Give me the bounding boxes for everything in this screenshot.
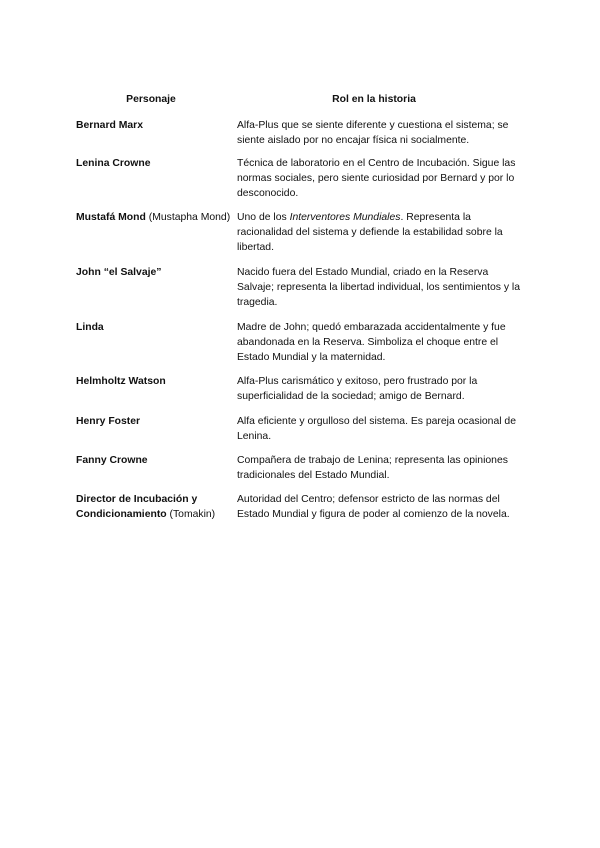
character-name-cell [76,118,237,156]
header-character: Personaje [126,94,176,105]
character-name-cell [76,453,237,492]
table-row [76,414,522,453]
character-name-cell [76,210,237,265]
character-role: Autoridad del Centro; defensor estricto de las normas del Estado Mundial y figura de poder al comienzo de la novela. [237,494,510,520]
character-name: Linda [76,322,104,333]
character-role: Alfa eficiente y orgulloso del sistema. Es pareja ocasional de Lenina. [237,416,516,442]
character-name: Helmholtz Watson [76,376,166,387]
character-role: Madre de John; quedó embarazada accidentalmente y fue abandonada en la Reserva. Simboliza el choque entre el Estado Mundial y la maternidad. [237,322,506,363]
character-alias: (Mustapha Mond) [148,212,231,223]
role-text-emphasis: Interventores Mundiales [289,212,401,223]
character-name-cell [76,492,237,546]
character-name: Lenina Crowne [76,158,151,169]
character-name-cell [76,414,237,453]
character-name-cell [76,156,237,210]
character-role [237,210,526,265]
character-name-cell [76,320,237,374]
character-role: Nacido fuera del Estado Mundial, criado en la Reserva Salvaje; representa la libertad individual, los sentimientos y la tragedia. [237,267,521,308]
table-row [76,265,522,320]
character-alias: (Tomakin) [169,509,216,520]
character-role: Alfa-Plus que se siente diferente y cuestiona el sistema; se siente aislado por no encajar física ni socialmente. [237,120,509,146]
character-name: Bernard Marx [76,120,143,131]
role-text-pre: Uno de los [237,212,290,223]
table-row [76,453,522,492]
character-role: Compañera de trabajo de Lenina; representa las opiniones tradicionales del Estado Mundial. [237,455,508,481]
table-row [76,320,522,374]
characters-table [76,92,522,546]
table-row [76,156,522,210]
table-row [76,210,522,265]
character-role: Técnica de laboratorio en el Centro de Incubación. Sigue las normas sociales, pero siente curiosidad por Bernard y por lo desconocido. [237,158,516,199]
table-header [76,92,522,108]
header-role: Rol en la historia [332,94,416,105]
character-name: Mustafá Mond [76,212,146,223]
character-name-cell [76,265,237,320]
table-row [76,492,522,546]
character-name: Fanny Crowne [76,455,148,466]
table-row [76,374,522,414]
character-role: Alfa-Plus carismático y exitoso, pero frustrado por la superficialidad de la sociedad; amigo de Bernard. [237,376,478,402]
character-name: Director de Incubación y Condicionamiento [76,494,198,520]
character-name-cell [76,374,237,414]
character-name: Henry Foster [76,416,141,427]
role-text-post: . Representa la racionalidad del sistema y defiende la estabilidad sobre la libertad. [237,212,503,253]
table-row [76,118,522,156]
character-name: John “el Salvaje” [76,267,162,278]
